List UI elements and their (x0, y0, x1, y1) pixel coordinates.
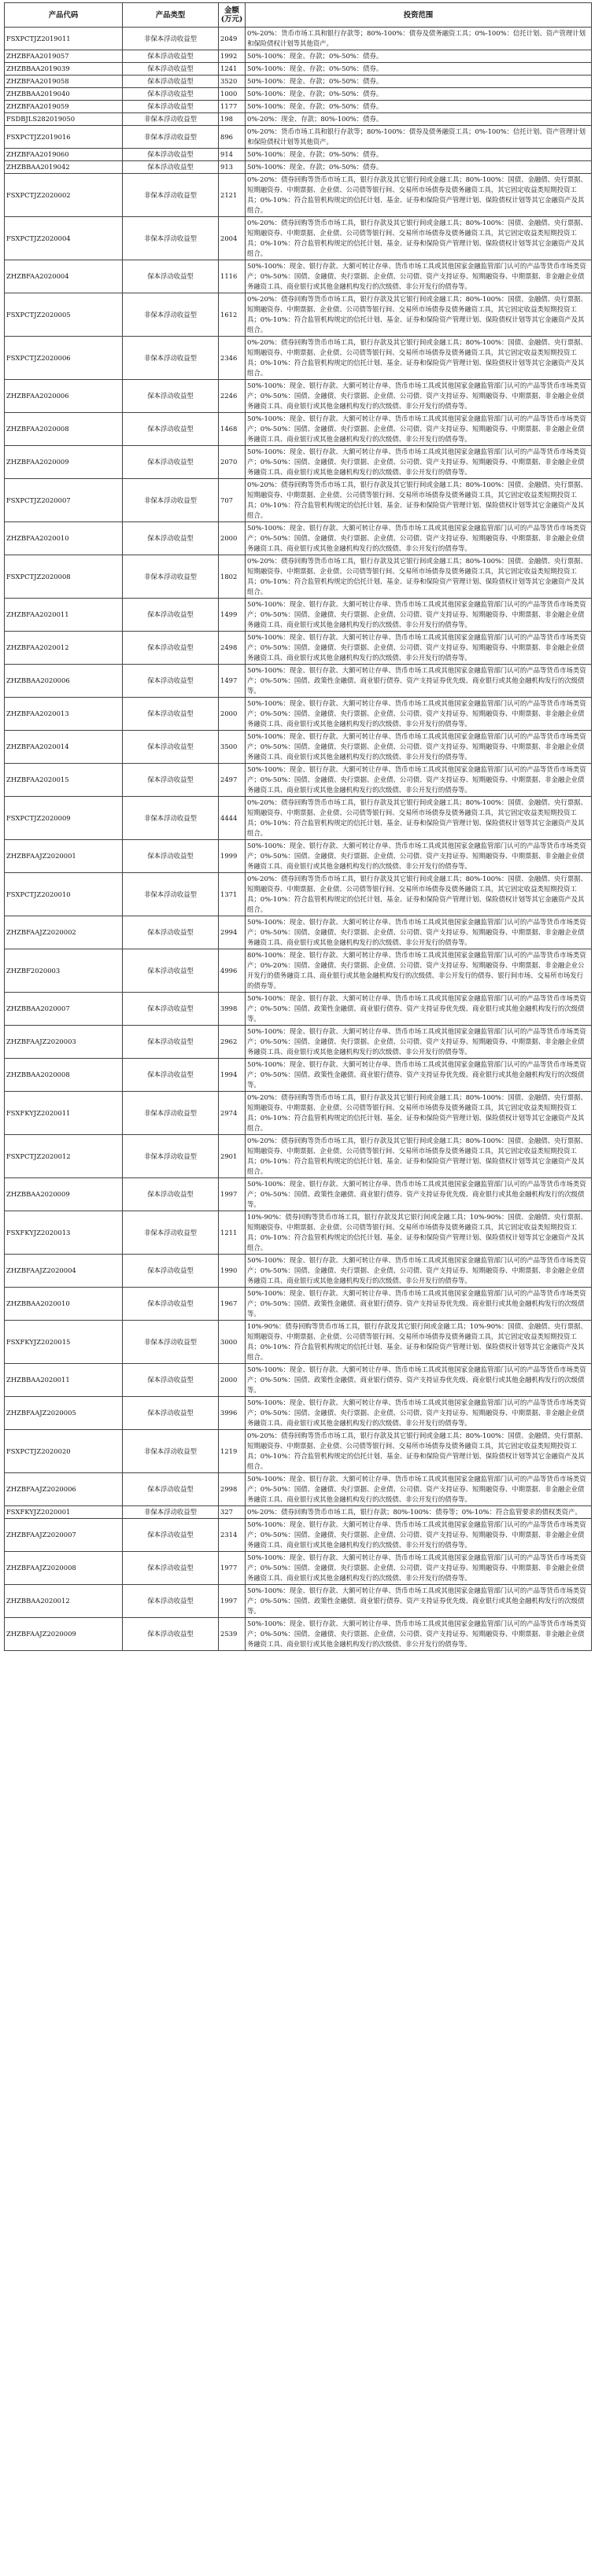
cell-amount: 327 (219, 1506, 246, 1519)
cell-product-code: ZHZBFAA2019059 (5, 101, 123, 113)
table-row (5, 993, 592, 1026)
header-amount: 金额 (万元) (219, 3, 246, 28)
cell-product-code: FSXPCTJZ2020010 (5, 873, 123, 916)
cell-product-code: FSXPCTJZ2020002 (5, 174, 123, 217)
cell-amount: 4444 (219, 797, 246, 840)
cell-investment-scope: 0%-20%：债券回购等货币市场工具，银行存款及其它银行间或金融工具；80%-100%：国债、金融债、央行票据、短期融资券、中期票据、企业债、公司债等银行间、交易所市场债券及债务融资工具，其它固定收益类短期投资工具；0%-10%：符合监管机构规定的信托计划、基金、证券和保险资产管理计划、保险债权计划等其它金融资产及其组合。 (246, 174, 592, 217)
cell-investment-scope: 10%-90%：债券回购等货币市场工具，银行存款及其它银行间或金融工具；10%-90%：国债、金融债、央行票据、短期融资券、中期票据、企业债、公司债等银行间、交易所市场债券及债务融资工具，其它固定收益类短期投资工具；0%-10%：符合监管机构规定的信托计划、基金、证券和保险资产管理计划、保险债权计划等其它金融资产及其组合。 (246, 1211, 592, 1255)
cell-product-code: ZHZBBAA2020011 (5, 1364, 123, 1397)
cell-amount: 2070 (219, 446, 246, 479)
table-row (5, 1430, 592, 1473)
table-row (5, 764, 592, 797)
cell-product-code: FSXPCTJZ2020012 (5, 1135, 123, 1178)
cell-investment-scope: 50%-100%：现金、银行存款、大额可转让存单、货币市场工具或其他国家金融监管部门认可的产品等货币市场类资产；0%-50%：国债、政策性金融债、商业银行债券、资产支持证券优先级、商业银行或其他金融机构发行的次级债等。 (246, 993, 592, 1026)
table-row (5, 1585, 592, 1618)
table-row (5, 916, 592, 949)
cell-product-type: 非保本浮动收益型 (123, 174, 219, 217)
cell-product-type: 保本浮动收益型 (123, 1473, 219, 1506)
cell-product-code: FSXFKYJZ2020001 (5, 1506, 123, 1519)
cell-product-type: 非保本浮动收益型 (123, 1321, 219, 1364)
cell-product-code: ZHZBFAA2020012 (5, 632, 123, 665)
table-row (5, 1178, 592, 1211)
cell-investment-scope: 50%-100%：现金、银行存款、大额可转让存单、货币市场工具或其他国家金融监管部门认可的产品等货币市场类资产；0%-50%：国债、金融债、央行票据、企业债、公司债、资产支持证券、短期融资券、中期票据、非金融企业债务融资工具、商业银行或其他金融机构发行的次级债、非公开发行的债券等。 (246, 1397, 592, 1430)
table-row (5, 1397, 592, 1430)
table-row (5, 1506, 592, 1519)
cell-investment-scope: 0%-20%：债券回购等货币市场工具，银行存款及其它银行间或金融工具；80%-100%：国债、金融债、央行票据、短期融资券、中期票据、企业债、公司债等银行间、交易所市场债券及债务融资工具，其它固定收益类短期投资工具；0%-10%：符合监管机构规定的信托计划、基金、证券和保险资产管理计划、保险债权计划等其它金融资产及其组合。 (246, 797, 592, 840)
cell-investment-scope: 0%-20%：债券回购等货币市场工具，银行存款及其它银行间或金融工具；80%-100%：国债、金融债、央行票据、短期融资券、中期票据、企业债、公司债等银行间、交易所市场债券及债务融资工具，其它固定收益类短期投资工具；0%-10%：符合监管机构规定的信托计划、基金、证券和保险资产管理计划、保险债权计划等其它金融资产及其组合。 (246, 337, 592, 380)
cell-product-code: ZHZBFAA2019058 (5, 76, 123, 88)
cell-product-type: 非保本浮动收益型 (123, 113, 219, 126)
cell-product-type: 保本浮动收益型 (123, 413, 219, 446)
cell-amount: 2346 (219, 337, 246, 380)
table-row (5, 161, 592, 174)
cell-investment-scope: 0%-20%：债券回购等货币市场工具，银行存款及其它银行间或金融工具；80%-100%：国债、金融债、央行票据、短期融资券、中期票据、企业债、公司债等银行间、交易所市场债券及债务融资工具，其它固定收益类短期投资工具；0%-10%：符合监管机构规定的信托计划、基金、证券和保险资产管理计划、保险债权计划等其它金融资产及其组合。 (246, 217, 592, 260)
cell-product-type: 非保本浮动收益型 (123, 1506, 219, 1519)
cell-investment-scope: 50%-100%：现金、银行存款、大额可转让存单、货币市场工具或其他国家金融监管部门认可的产品等货币市场类资产；0%-50%：国债、金融债、央行票据、企业债、公司债、资产支持证券、短期融资券、中期票据、非金融企业债务融资工具、商业银行或其他金融机构发行的次级债、非公开发行的债券等。 (246, 446, 592, 479)
table-header (5, 3, 592, 28)
table-row (5, 88, 592, 101)
cell-product-type: 保本浮动收益型 (123, 1288, 219, 1321)
cell-product-type: 保本浮动收益型 (123, 88, 219, 101)
cell-product-code: ZHZBBAA2019042 (5, 161, 123, 174)
cell-product-code: ZHZBFAAJZ2020007 (5, 1519, 123, 1552)
cell-product-type: 非保本浮动收益型 (123, 1135, 219, 1178)
cell-product-code: ZHZBBAA2020008 (5, 1059, 123, 1092)
cell-product-code: ZHZBFAA2020014 (5, 731, 123, 764)
cell-amount: 914 (219, 149, 246, 161)
cell-investment-scope: 50%-100%：现金、银行存款、大额可转让存单、货币市场工具或其他国家金融监管部门认可的产品等货币市场类资产；0%-50%：国债、政策性金融债、商业银行债券、资产支持证券优先级、商业银行或其他金融机构发行的次级债等。 (246, 1059, 592, 1092)
cell-investment-scope: 50%-100%：现金、银行存款、大额可转让存单、货币市场工具或其他国家金融监管部门认可的产品等货币市场类资产；0%-50%：国债、金融债、央行票据、企业债、公司债、资产支持证券、短期融资券、中期票据、非金融企业债务融资工具、商业银行或其他金融机构发行的次级债、非公开发行的债券等。 (246, 260, 592, 293)
table-row (5, 174, 592, 217)
cell-amount: 1371 (219, 873, 246, 916)
cell-amount: 2901 (219, 1135, 246, 1178)
product-table (4, 2, 592, 1651)
cell-amount: 1990 (219, 1255, 246, 1288)
cell-investment-scope: 0%-20%：债券回购等货币市场工具，银行存款；80%-100%：债券等；0%-10%：符合监管要求的债权类资产。 (246, 1506, 592, 1519)
cell-investment-scope: 50%-100%：现金、银行存款、大额可转让存单、货币市场工具或其他国家金融监管部门认可的产品等货币市场类资产；0%-50%：国债、金融债、央行票据、企业债、公司债、资产支持证券、短期融资券、中期票据、非金融企业债务融资工具、商业银行或其他金融机构发行的次级债、非公开发行的债券等。 (246, 413, 592, 446)
header-code: 产品代码 (5, 3, 123, 28)
cell-amount: 3996 (219, 1397, 246, 1430)
cell-amount: 2539 (219, 1618, 246, 1651)
cell-product-type: 非保本浮动收益型 (123, 337, 219, 380)
cell-investment-scope: 50%-100%：现金、存款；0%-50%：债券。 (246, 149, 592, 161)
cell-product-code: ZHZBBAA2019040 (5, 88, 123, 101)
cell-amount: 1177 (219, 101, 246, 113)
cell-amount: 1219 (219, 1430, 246, 1473)
cell-investment-scope: 50%-100%：现金、存款；0%-50%：债券。 (246, 101, 592, 113)
cell-amount: 913 (219, 161, 246, 174)
cell-amount: 3000 (219, 1321, 246, 1364)
cell-investment-scope: 50%-100%：现金、银行存款、大额可转让存单、货币市场工具或其他国家金融监管部门认可的产品等货币市场类资产；0%-50%：国债、金融债、央行票据、企业债、公司债、资产支持证券、短期融资券、中期票据、非金融企业债务融资工具、商业银行或其他金融机构发行的次级债、非公开发行的债券等。 (246, 731, 592, 764)
table-row (5, 1321, 592, 1364)
cell-amount: 2049 (219, 28, 246, 50)
table-row (5, 126, 592, 149)
table-row (5, 840, 592, 873)
cell-amount: 3520 (219, 76, 246, 88)
cell-product-type: 保本浮动收益型 (123, 260, 219, 293)
cell-investment-scope: 0%-20%：货币市场工具和银行存款等；80%-100%：债券及债务融资工具；0%-100%：信托计划、资产管理计划和保险债权计划等其他资产。 (246, 28, 592, 50)
cell-product-type: 保本浮动收益型 (123, 764, 219, 797)
table-row (5, 413, 592, 446)
cell-investment-scope: 50%-100%：现金、银行存款、大额可转让存单、货币市场工具或其他国家金融监管部门认可的产品等货币市场类资产；0%-50%：国债、金融债、央行票据、企业债、公司债、资产支持证券、短期融资券、中期票据、非金融企业债务融资工具、商业银行或其他金融机构发行的次级债、非公开发行的债券等。 (246, 522, 592, 555)
cell-product-code: FSXPCTJZ2020007 (5, 479, 123, 522)
cell-investment-scope: 0%-20%：债券回购等货币市场工具，银行存款及其它银行间或金融工具；80%-100%：国债、金融债、央行票据、短期融资券、中期票据、企业债、公司债等银行间、交易所市场债券及债务融资工具，其它固定收益类短期投资工具；0%-10%：符合监管机构规定的信托计划、基金、证券和保险资产管理计划、保险债权计划等其它金融资产及其组合。 (246, 293, 592, 337)
header-type: 产品类型 (123, 3, 219, 28)
cell-product-code: FSXPCTJZ2019011 (5, 28, 123, 50)
cell-investment-scope: 80%-100%：现金、银行存款、大额可转让存单、货币市场工具或其他国家金融监管部门认可的产品等货币市场类资产；0%-20%：国债、金融债、央行票据、企业债、公司债、资产支持证券、短期融资券、中期票据、非金融企业公开发行的债务融资工具、商业银行或其他金融机构发行的次级债、非公开发行的债券、银行间市场、交易所市场发行的债券等。 (246, 949, 592, 993)
table-row (5, 380, 592, 413)
cell-product-code: FSXPCTJZ2020020 (5, 1430, 123, 1473)
table-row (5, 522, 592, 555)
table-row (5, 149, 592, 161)
cell-amount: 1997 (219, 1585, 246, 1618)
cell-amount: 2974 (219, 1092, 246, 1135)
cell-investment-scope: 50%-100%：现金、银行存款、大额可转让存单、货币市场工具或其他国家金融监管部门认可的产品等货币市场类资产；0%-50%：国债、金融债、央行票据、企业债、公司债、资产支持证券、短期融资券、中期票据、非金融企业债务融资工具、商业银行或其他金融机构发行的次级债、非公开发行的债券等。 (246, 1255, 592, 1288)
cell-amount: 1468 (219, 413, 246, 446)
cell-product-code: ZHZBBAA2020012 (5, 1585, 123, 1618)
cell-product-type: 保本浮动收益型 (123, 993, 219, 1026)
cell-product-type: 保本浮动收益型 (123, 1397, 219, 1430)
cell-product-code: ZHZBFAA2019060 (5, 149, 123, 161)
cell-amount: 4996 (219, 949, 246, 993)
cell-investment-scope: 50%-100%：现金、银行存款、大额可转让存单、货币市场工具或其他国家金融监管部门认可的产品等货币市场类资产；0%-50%：国债、金融债、央行票据、企业债、公司债、资产支持证券、短期融资券、中期票据、非金融企业债务融资工具、商业银行或其他金融机构发行的次级债、非公开发行的债券等。 (246, 1519, 592, 1552)
cell-amount: 2000 (219, 522, 246, 555)
cell-product-code: ZHZBFAAJZ2020006 (5, 1473, 123, 1506)
table-row (5, 731, 592, 764)
cell-investment-scope: 50%-100%：现金、银行存款、大额可转让存单、货币市场工具或其他国家金融监管部门认可的产品等货币市场类资产；0%-50%：国债、金融债、央行票据、企业债、公司债、资产支持证券、短期融资券、中期票据、非金融企业债务融资工具、商业银行或其他金融机构发行的次级债、非公开发行的债券等。 (246, 1026, 592, 1059)
cell-product-type: 保本浮动收益型 (123, 665, 219, 698)
cell-product-type: 保本浮动收益型 (123, 698, 219, 731)
table-row (5, 873, 592, 916)
cell-amount: 1211 (219, 1211, 246, 1255)
cell-investment-scope: 50%-100%：现金、银行存款、大额可转让存单、货币市场工具或其他国家金融监管部门认可的产品等货币市场类资产；0%-50%：国债、政策性金融债、商业银行债券、资产支持证券优先级、商业银行或其他金融机构发行的次级债等。 (246, 1288, 592, 1321)
cell-amount: 3998 (219, 993, 246, 1026)
cell-product-code: ZHZBFAA2020009 (5, 446, 123, 479)
cell-product-code: ZHZBFAA2020004 (5, 260, 123, 293)
cell-product-code: ZHZBFAA2020015 (5, 764, 123, 797)
table-row (5, 599, 592, 632)
cell-product-type: 保本浮动收益型 (123, 840, 219, 873)
cell-product-code: ZHZBFAA2020011 (5, 599, 123, 632)
cell-product-type: 非保本浮动收益型 (123, 479, 219, 522)
cell-product-type: 非保本浮动收益型 (123, 1211, 219, 1255)
cell-amount: 2000 (219, 698, 246, 731)
cell-amount: 1499 (219, 599, 246, 632)
cell-product-code: ZHZBFAAJZ2020005 (5, 1397, 123, 1430)
cell-investment-scope: 0%-20%：债券回购等货币市场工具，银行存款及其它银行间或金融工具；80%-100%：国债、金融债、央行票据、短期融资券、中期票据、企业债、公司债等银行间、交易所市场债券及债务融资工具，其它固定收益类短期投资工具；0%-10%：符合监管机构规定的信托计划、基金、证券和保险资产管理计划、保险债权计划等其它金融资产及其组合。 (246, 1135, 592, 1178)
cell-product-type: 保本浮动收益型 (123, 1585, 219, 1618)
cell-product-type: 保本浮动收益型 (123, 522, 219, 555)
cell-investment-scope: 50%-100%：现金、存款；0%-50%：债券。 (246, 161, 592, 174)
cell-investment-scope: 50%-100%：现金、银行存款、大额可转让存单、货币市场工具或其他国家金融监管部门认可的产品等货币市场类资产；0%-50%：国债、政策性金融债、商业银行债券、资产支持证券优先级、商业银行或其他金融机构发行的次级债等。 (246, 1364, 592, 1397)
table-row (5, 479, 592, 522)
cell-product-type: 保本浮动收益型 (123, 1519, 219, 1552)
cell-investment-scope: 50%-100%：现金、银行存款、大额可转让存单、货币市场工具或其他国家金融监管部门认可的产品等货币市场类资产；0%-50%：国债、金融债、央行票据、企业债、公司债、资产支持证券、短期融资券、中期票据、非金融企业债务融资工具、商业银行或其他金融机构发行的次级债、非公开发行的债券等。 (246, 916, 592, 949)
cell-investment-scope: 0%-20%：货币市场工具和银行存款等；80%-100%：债券及债务融资工具；0%-100%：信托计划、资产管理计划和保险债权计划等其他资产。 (246, 126, 592, 149)
cell-product-code: FSDBJLS282019050 (5, 113, 123, 126)
table-body (5, 28, 592, 1651)
cell-product-type: 保本浮动收益型 (123, 949, 219, 993)
cell-amount: 2962 (219, 1026, 246, 1059)
cell-product-type: 保本浮动收益型 (123, 76, 219, 88)
cell-investment-scope: 0%-20%：现金、存款；80%-100%：债券。 (246, 113, 592, 126)
cell-amount: 1994 (219, 1059, 246, 1092)
cell-amount: 2121 (219, 174, 246, 217)
cell-product-code: ZHZBFAAJZ2020008 (5, 1552, 123, 1585)
table-row (5, 1473, 592, 1506)
cell-product-code: ZHZBFAAJZ2020003 (5, 1026, 123, 1059)
table-row (5, 217, 592, 260)
table-row (5, 63, 592, 76)
cell-product-code: ZHZBBAA2020010 (5, 1288, 123, 1321)
table-row (5, 1364, 592, 1397)
cell-product-type: 非保本浮动收益型 (123, 873, 219, 916)
cell-investment-scope: 0%-20%：债券回购等货币市场工具，银行存款及其它银行间或金融工具；80%-100%：国债、金融债、央行票据、短期融资券、中期票据、企业债、公司债等银行间、交易所市场债券及债务融资工具，其它固定收益类短期投资工具；0%-10%：符合监管机构规定的信托计划、基金、证券和保险资产管理计划、保险债权计划等其它金融资产及其组合。 (246, 555, 592, 599)
cell-investment-scope: 50%-100%：现金、银行存款、大额可转让存单、货币市场工具或其他国家金融监管部门认可的产品等货币市场类资产；0%-50%：国债、金融债、央行票据、企业债、公司债、资产支持证券、短期融资券、中期票据、非金融企业债务融资工具、商业银行或其他金融机构发行的次级债、非公开发行的债券等。 (246, 698, 592, 731)
cell-investment-scope: 50%-100%：现金、存款；0%-50%：债券。 (246, 50, 592, 63)
cell-product-type: 保本浮动收益型 (123, 149, 219, 161)
cell-amount: 1977 (219, 1552, 246, 1585)
cell-product-type: 保本浮动收益型 (123, 161, 219, 174)
cell-investment-scope: 50%-100%：现金、银行存款、大额可转让存单、货币市场工具或其他国家金融监管部门认可的产品等货币市场类资产；0%-50%：国债、金融债、央行票据、企业债、公司债、资产支持证券、短期融资券、中期票据、非金融企业债务融资工具、商业银行或其他金融机构发行的次级债、非公开发行的债券等。 (246, 1552, 592, 1585)
cell-product-type: 保本浮动收益型 (123, 599, 219, 632)
cell-product-type: 保本浮动收益型 (123, 1552, 219, 1585)
cell-product-code: ZHZBFAA2020013 (5, 698, 123, 731)
table-row (5, 1552, 592, 1585)
cell-product-code: FSXFKYJZ2020013 (5, 1211, 123, 1255)
cell-product-type: 非保本浮动收益型 (123, 1430, 219, 1473)
table-row (5, 1288, 592, 1321)
cell-amount: 1967 (219, 1288, 246, 1321)
table-row (5, 1026, 592, 1059)
cell-investment-scope: 50%-100%：现金、银行存款、大额可转让存单、货币市场工具或其他国家金融监管部门认可的产品等货币市场类资产；0%-50%：国债、政策性金融债、商业银行债券、资产支持证券优先级、商业银行或其他金融机构发行的次级债等。 (246, 1585, 592, 1618)
table-row (5, 1618, 592, 1651)
cell-product-code: ZHZBFAA2020008 (5, 413, 123, 446)
cell-product-type: 保本浮动收益型 (123, 1364, 219, 1397)
table-row (5, 555, 592, 599)
cell-amount: 2314 (219, 1519, 246, 1552)
table-row (5, 50, 592, 63)
cell-investment-scope: 0%-20%：债券回购等货币市场工具，银行存款及其它银行间或金融工具；80%-100%：国债、金融债、央行票据、短期融资券、中期票据、企业债、公司债等银行间、交易所市场债券及债务融资工具，其它固定收益类短期投资工具；0%-10%：符合监管机构规定的信托计划、基金、证券和保险资产管理计划、保险债权计划等其它金融资产及其组合。 (246, 1430, 592, 1473)
table-row (5, 1211, 592, 1255)
cell-product-code: ZHZBFAA2020010 (5, 522, 123, 555)
cell-product-type: 非保本浮动收益型 (123, 1092, 219, 1135)
table-row (5, 293, 592, 337)
cell-product-type: 保本浮动收益型 (123, 63, 219, 76)
cell-amount: 1116 (219, 260, 246, 293)
table-row (5, 1059, 592, 1092)
cell-product-type: 保本浮动收益型 (123, 50, 219, 63)
cell-product-code: ZHZBFAA2019057 (5, 50, 123, 63)
table-row (5, 76, 592, 88)
cell-investment-scope: 0%-20%：债券回购等货币市场工具，银行存款及其它银行间或金融工具；80%-100%：国债、金融债、央行票据、短期融资券、中期票据、企业债、公司债等银行间、交易所市场债券及债务融资工具，其它固定收益类短期投资工具；0%-10%：符合监管机构规定的信托计划、基金、证券和保险资产管理计划、保险债权计划等其它金融资产及其组合。 (246, 873, 592, 916)
cell-investment-scope: 50%-100%：现金、存款；0%-50%：债券。 (246, 63, 592, 76)
table-row (5, 101, 592, 113)
cell-product-type: 非保本浮动收益型 (123, 126, 219, 149)
cell-product-type: 保本浮动收益型 (123, 1178, 219, 1211)
cell-product-code: FSXPCTJZ2020009 (5, 797, 123, 840)
cell-amount: 2000 (219, 1364, 246, 1397)
table-row (5, 113, 592, 126)
cell-product-type: 保本浮动收益型 (123, 446, 219, 479)
cell-product-type: 保本浮动收益型 (123, 916, 219, 949)
table-row (5, 260, 592, 293)
cell-investment-scope: 50%-100%：现金、存款；0%-50%：债券。 (246, 76, 592, 88)
cell-investment-scope: 50%-100%：现金、银行存款、大额可转让存单、货币市场工具或其他国家金融监管部门认可的产品等货币市场类资产；0%-50%：国债、金融债、央行票据、企业债、公司债、资产支持证券、短期融资券、中期票据、非金融企业债务融资工具、商业银行或其他金融机构发行的次级债、非公开发行的债券等。 (246, 380, 592, 413)
cell-product-type: 保本浮动收益型 (123, 380, 219, 413)
table-row (5, 1519, 592, 1552)
table-row (5, 446, 592, 479)
header-row (5, 3, 592, 28)
cell-product-code: FSXPCTJZ2020008 (5, 555, 123, 599)
cell-product-code: ZHZBFAAJZ2020009 (5, 1618, 123, 1651)
table-row (5, 632, 592, 665)
cell-amount: 1000 (219, 88, 246, 101)
cell-amount: 707 (219, 479, 246, 522)
cell-product-code: FSXFKYJZ2020015 (5, 1321, 123, 1364)
cell-amount: 1992 (219, 50, 246, 63)
table-row (5, 28, 592, 50)
table-row (5, 337, 592, 380)
cell-investment-scope: 50%-100%：现金、银行存款、大额可转让存单、货币市场工具或其他国家金融监管部门认可的产品等货币市场类资产；0%-50%：国债、政策性金融债、商业银行债券、资产支持证券优先级、商业银行或其他金融机构发行的次级债等。 (246, 1178, 592, 1211)
table-row (5, 797, 592, 840)
cell-investment-scope: 50%-100%：现金、银行存款、大额可转让存单、货币市场工具或其他国家金融监管部门认可的产品等货币市场类资产；0%-50%：国债、金融债、央行票据、企业债、公司债、资产支持证券、短期融资券、中期票据、非金融企业债务融资工具、商业银行或其他金融机构发行的次级债、非公开发行的债券等。 (246, 764, 592, 797)
cell-product-type: 保本浮动收益型 (123, 1255, 219, 1288)
cell-amount: 896 (219, 126, 246, 149)
cell-amount: 1997 (219, 1178, 246, 1211)
cell-amount: 2246 (219, 380, 246, 413)
cell-product-code: ZHZBBAA2020006 (5, 665, 123, 698)
cell-investment-scope: 50%-100%：现金、银行存款、大额可转让存单、货币市场工具或其他国家金融监管部门认可的产品等货币市场类资产；0%-50%：国债、金融债、央行票据、企业债、公司债、资产支持证券、短期融资券、中期票据、非金融企业债务融资工具、商业银行或其他金融机构发行的次级债、非公开发行的债券等。 (246, 632, 592, 665)
cell-product-type: 非保本浮动收益型 (123, 217, 219, 260)
cell-product-code: ZHZBBAA2019039 (5, 63, 123, 76)
cell-investment-scope: 0%-20%：债券回购等货币市场工具，银行存款及其它银行间或金融工具；80%-100%：国债、金融债、央行票据、短期融资券、中期票据、企业债、公司债等银行间、交易所市场债券及债务融资工具，其它固定收益类短期投资工具；0%-10%：符合监管机构规定的信托计划、基金、证券和保险资产管理计划、保险债权计划等其它金融资产及其组合。 (246, 1092, 592, 1135)
cell-product-code: FSXPCTJZ2019016 (5, 126, 123, 149)
cell-amount: 2498 (219, 632, 246, 665)
table-row (5, 698, 592, 731)
cell-amount: 1241 (219, 63, 246, 76)
cell-amount: 1497 (219, 665, 246, 698)
table-row (5, 1135, 592, 1178)
table-row (5, 949, 592, 993)
cell-investment-scope: 50%-100%：现金、银行存款、大额可转让存单、货币市场工具或其他国家金融监管部门认可的产品等货币市场类资产；0%-50%：国债、金融债、央行票据、企业债、公司债、资产支持证券、短期融资券、中期票据、非金融企业债务融资工具、商业银行或其他金融机构发行的次级债、非公开发行的债券等。 (246, 1618, 592, 1651)
cell-product-code: ZHZBF2020003 (5, 949, 123, 993)
table-row (5, 665, 592, 698)
cell-product-type: 保本浮动收益型 (123, 1059, 219, 1092)
cell-investment-scope: 10%-90%：债券回购等货币市场工具，银行存款及其它银行间或金融工具；10%-90%：国债、金融债、央行票据、短期融资券、中期票据、企业债、公司债等银行间、交易所市场债券及债务融资工具，其它固定收益类短期投资工具；0%-10%：符合监管机构规定的信托计划、基金、证券和保险资产管理计划、保险债权计划等其它金融资产及其组合。 (246, 1321, 592, 1364)
cell-amount: 2004 (219, 217, 246, 260)
cell-product-code: FSXPCTJZ2020005 (5, 293, 123, 337)
cell-investment-scope: 50%-100%：现金、存款；0%-50%：债券。 (246, 88, 592, 101)
cell-product-type: 保本浮动收益型 (123, 632, 219, 665)
cell-product-code: ZHZBFAA2020006 (5, 380, 123, 413)
cell-product-code: FSXPCTJZ2020006 (5, 337, 123, 380)
header-scope: 投资范围 (246, 3, 592, 28)
table-row (5, 1092, 592, 1135)
cell-amount: 1999 (219, 840, 246, 873)
cell-amount: 2497 (219, 764, 246, 797)
cell-product-code: ZHZBFAAJZ2020004 (5, 1255, 123, 1288)
cell-amount: 1612 (219, 293, 246, 337)
cell-amount: 2998 (219, 1473, 246, 1506)
cell-product-code: ZHZBFAAJZ2020002 (5, 916, 123, 949)
cell-investment-scope: 50%-100%：现金、银行存款、大额可转让存单、货币市场工具或其他国家金融监管部门认可的产品等货币市场类资产；0%-50%：国债、金融债、央行票据、企业债、公司债、资产支持证券、短期融资券、中期票据、非金融企业债务融资工具、商业银行或其他金融机构发行的次级债、非公开发行的债券等。 (246, 1473, 592, 1506)
cell-product-type: 非保本浮动收益型 (123, 797, 219, 840)
cell-investment-scope: 50%-100%：现金、银行存款、大额可转让存单、货币市场工具或其他国家金融监管部门认可的产品等货币市场类资产；0%-50%：国债、金融债、央行票据、企业债、公司债、资产支持证券、短期融资券、中期票据、非金融企业债务融资工具、商业银行或其他金融机构发行的次级债、非公开发行的债券等。 (246, 840, 592, 873)
cell-amount: 2994 (219, 916, 246, 949)
cell-product-code: ZHZBFAAJZ2020001 (5, 840, 123, 873)
cell-product-type: 非保本浮动收益型 (123, 28, 219, 50)
cell-product-code: FSXFKYJZ2020011 (5, 1092, 123, 1135)
cell-product-code: FSXPCTJZ2020004 (5, 217, 123, 260)
cell-amount: 3500 (219, 731, 246, 764)
cell-product-type: 非保本浮动收益型 (123, 555, 219, 599)
cell-product-type: 保本浮动收益型 (123, 1026, 219, 1059)
cell-investment-scope: 50%-100%：现金、银行存款、大额可转让存单、货币市场工具或其他国家金融监管部门认可的产品等货币市场类资产；0%-50%：国债、金融债、央行票据、企业债、公司债、资产支持证券、短期融资券、中期票据、非金融企业债务融资工具、商业银行或其他金融机构发行的次级债、非公开发行的债券等。 (246, 599, 592, 632)
cell-product-type: 保本浮动收益型 (123, 1618, 219, 1651)
cell-product-type: 非保本浮动收益型 (123, 293, 219, 337)
cell-product-type: 保本浮动收益型 (123, 101, 219, 113)
cell-amount: 198 (219, 113, 246, 126)
cell-product-code: ZHZBBAA2020007 (5, 993, 123, 1026)
cell-product-code: ZHZBBAA2020009 (5, 1178, 123, 1211)
cell-investment-scope: 50%-100%：现金、银行存款、大额可转让存单、货币市场工具或其他国家金融监管部门认可的产品等货币市场类资产；0%-50%：国债、政策性金融债、商业银行债券、资产支持证券优先级、商业银行或其他金融机构发行的次级债等。 (246, 665, 592, 698)
cell-amount: 1802 (219, 555, 246, 599)
table-row (5, 1255, 592, 1288)
cell-product-type: 保本浮动收益型 (123, 731, 219, 764)
cell-investment-scope: 0%-20%：债券回购等货币市场工具，银行存款及其它银行间或金融工具；80%-100%：国债、金融债、央行票据、短期融资券、中期票据、企业债、公司债等银行间、交易所市场债券及债务融资工具，其它固定收益类短期投资工具；0%-10%：符合监管机构规定的信托计划、基金、证券和保险资产管理计划、保险债权计划等其它金融资产及其组合。 (246, 479, 592, 522)
